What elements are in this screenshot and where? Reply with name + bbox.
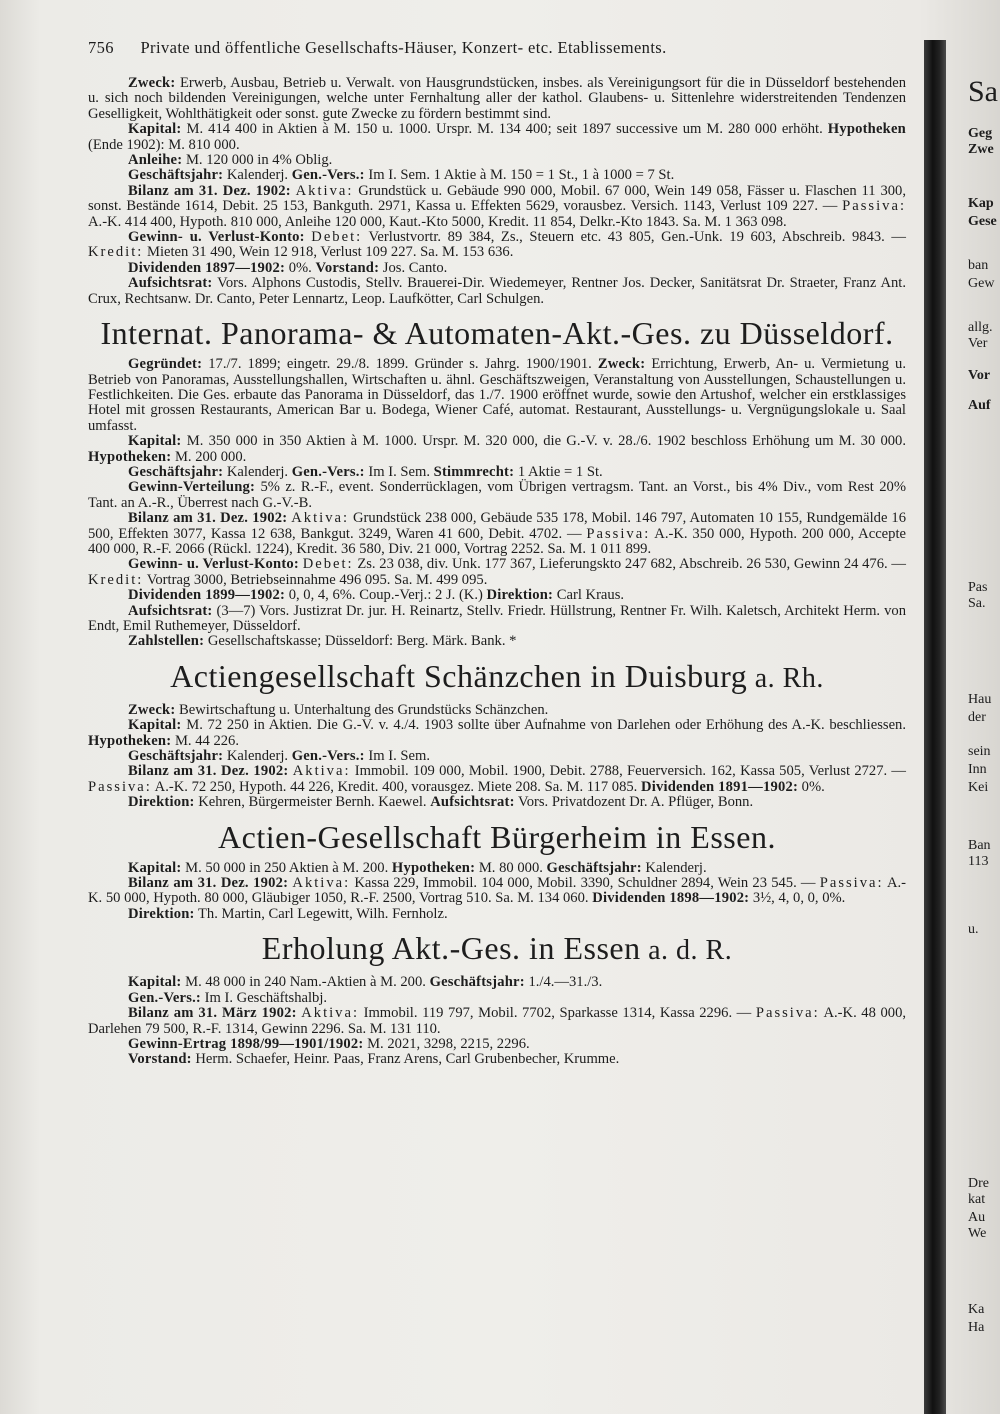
field-text: M. 50 000 in 250 Aktien à M. 200. [181, 859, 392, 876]
field-text: Im I. Sem. [364, 748, 430, 765]
field-text: Kalenderj. [223, 748, 292, 765]
field-text: Jos. Canto. [379, 259, 448, 276]
company-entry [88, 928, 906, 1067]
field-text: Immobil. 119 797, Mobil. 7702, Sparkasse 1314, Kassa 2296. — [359, 1005, 756, 1022]
entry-paragraph [88, 230, 906, 261]
field-text: A.-K. 48 000, Darlehen 79 500, R.-F. 1314, Gewinn 2296. Sa. M. 131 110. [88, 1005, 907, 1037]
field-text: 0, 0, 4, 6%. Coup.-Verj.: 2 J. (K.) [285, 587, 487, 604]
field-text: Herm. Schaefer, Heinr. Paas, Franz Arens, Carl Grubenbecher, Krumme. [191, 1051, 620, 1068]
adjacent-column-text: allg. [968, 320, 993, 335]
field-text: Im I. Sem. [364, 463, 434, 480]
field-label: Hypotheken: [88, 732, 172, 749]
company-title-suffix: a. Rh. [747, 662, 824, 694]
ledger-side-label: Aktiva: [295, 182, 354, 199]
field-label: Geschäftsjahr: [128, 167, 224, 184]
field-label: Bilanz am 31. Dez. 1902: [128, 510, 288, 527]
field-text: Th. Martin, Carl Legewitt, Wilh. Fernholz. [194, 905, 448, 922]
adjacent-column-text: Gese [968, 214, 997, 229]
field-label: Hypotheken: [391, 859, 476, 876]
adjacent-column-text: Ver [968, 336, 988, 351]
ledger-side-label: Kredit: [88, 244, 144, 261]
field-text: M. 44 226. [171, 732, 239, 749]
field-label: Aufsichtsrat: [430, 794, 515, 811]
field-label: Zahlstellen: [128, 633, 205, 650]
entry-paragraph [88, 588, 906, 603]
field-text: A.-K. 72 250, Hypoth. 44 226, Kredit. 400, vorausgez. Miete 208. Sa. M. 117 085. [151, 778, 641, 795]
ledger-side-label: Debet: [302, 556, 354, 573]
field-text: Im I. Sem. 1 Aktie à M. 150 = 1 St., 1 à 1000 = 7 St. [364, 167, 675, 184]
field-label: Kapital: [128, 121, 182, 138]
ledger-side-label: Aktiva: [301, 1005, 360, 1022]
field-label: Bilanz am 31. März 1902: [128, 1005, 297, 1022]
field-label: Direktion: [128, 905, 195, 922]
entry-paragraph [88, 122, 906, 153]
entry-paragraph [88, 861, 906, 876]
company-entry [88, 817, 906, 923]
field-text: Grundstück 238 000, Gebäude 535 178, Mobil. 146 797, Automaten 10 155, Rundgemälde 16 500, Effekten 3077, Kassa 12 638, Bankgut. 3249, Waren 41 600, Debit. 4702. — [88, 510, 906, 542]
entry-paragraph [88, 1037, 906, 1052]
adjacent-column-text: sein [968, 744, 991, 759]
field-label: Vorstand: [315, 259, 380, 276]
field-label: Kapital: [128, 717, 182, 734]
field-label: Gewinn-Verteilung: [128, 479, 256, 496]
field-label: Bilanz am 31. Dez. 1902: [128, 763, 289, 780]
field-text: Bewirtschaftung u. Unterhaltung des Grundstücks Schänzchen. [175, 701, 549, 718]
company-entry [88, 656, 906, 811]
field-label: Dividenden 1891—1902: [640, 778, 799, 795]
ledger-side-label: Passiva: [842, 198, 906, 215]
field-text: Verlustvortr. 89 384, Zs., Steuern etc. 43 805, Gen.-Unk. 19 603, Abschreib. 9843. — [362, 229, 906, 246]
field-label: Gen.-Vers.: [291, 167, 365, 184]
field-text: Vors. Alphons Custodis, Stellv. Brauerei-Dir. Wiedemeyer, Rentner Jos. Decker, Sanitätsrat Dr. Straeter, Franz Ant. Crux, Rechtsanw. Dr. Canto, Peter Lennartz, Leop. Laufkötter, Carl Schulgen. [88, 275, 906, 307]
field-text: 0%. [285, 259, 316, 276]
field-text: Vors. Privatdozent Dr. A. Pflüger, Bonn. [514, 794, 754, 811]
field-text: (3—7) Vors. Justizrat Dr. jur. H. Reinartz, Stellv. Friedr. Hüllstrung, Rentner Fr. Wilh. Kaletsch, Architekt Herm. von Endt, Emil Ruthemeyer, Düsseldorf. [88, 602, 906, 634]
field-text: M. 72 250 in Aktien. Die G.-V. v. 4./4. 1903 sollte über Aufnahme von Darlehen oder Erhöhung des A.-K. beschliessen. [181, 717, 906, 734]
company-entry [88, 313, 906, 650]
adjacent-column-text: u. [968, 922, 979, 937]
field-text: M. 2021, 3298, 2215, 2296. [363, 1035, 530, 1052]
entry-paragraph [88, 1052, 906, 1067]
adjacent-column-text: ban [968, 258, 989, 273]
field-label: Kapital: [128, 974, 182, 991]
entry-paragraph [88, 975, 906, 990]
company-title-text: Actien-Gesellschaft Bürgerheim in Essen. [218, 818, 776, 855]
adjacent-column-text: Sa [968, 76, 998, 108]
ledger-side-label: Kredit: [88, 571, 144, 588]
field-text: Vortrag 3000, Betriebseinnahme 496 095. Sa. M. 499 095. [143, 571, 488, 588]
company-entry [88, 76, 906, 307]
field-text: 0%. [798, 778, 825, 795]
company-title-text: Actiengesellschaft Schänzchen in Duisburg [170, 657, 748, 694]
adjacent-column-text: 113 [968, 854, 989, 869]
ledger-side-label: Passiva: [819, 875, 884, 892]
entry-paragraph [88, 168, 906, 183]
binding-gutter [924, 40, 946, 1414]
field-label: Gen.-Vers.: [291, 463, 365, 480]
ledger-side-label: Passiva: [586, 525, 651, 542]
entry-paragraph [88, 795, 906, 810]
ledger-side-label: Aktiva: [292, 875, 351, 892]
field-text: (Ende 1902): M. 810 000. [88, 136, 240, 153]
field-label: Geschäftsjahr: [128, 463, 224, 480]
main-column [88, 76, 906, 1068]
field-text: 1./4.—31./3. [524, 974, 603, 991]
field-label: Zweck: [597, 356, 646, 373]
adjacent-column-text: Hau [968, 692, 992, 707]
field-label: Gen.-Vers.: [128, 989, 201, 1006]
field-text: Errichtung, Erwerb, An- u. Vermietung u. Betrieb von Panoramas, Ausstellungshallen, Wirtschaften u. ähnl. Geschäftszweigen, Veranstaltung von Ausstellungen, Schaustellungen u. Festlichkeiten. Die Ges. erbaute das Panorama in Düsseldorf, das 1./7. 1900 eröffnet wurde, sowie den Artushof, welcher ein erstklassiges Hotel mit grossen Restaurants, American Bar u. Bodega, Wiener Café, automat. Restaurant, Ausstellungs- u. Vergnügungslokale u. Saal umfasst. [88, 356, 906, 434]
field-label: Gewinn- u. Verlust-Konto: [128, 556, 299, 573]
entry-paragraph [88, 511, 906, 557]
page-number: 756 [88, 38, 114, 57]
adjacent-column-text: Ka [968, 1302, 985, 1317]
field-label: Geschäftsjahr: [128, 748, 224, 765]
field-label: Vorstand: [128, 1051, 192, 1068]
entry-paragraph [88, 907, 906, 922]
adjacent-column-text: Vor [968, 368, 991, 383]
field-text: 3½, 4, 0, 0, 0%. [749, 890, 846, 907]
adjacent-column-text: We [968, 1226, 987, 1241]
adjacent-column-text: Kei [968, 780, 989, 795]
field-label: Kapital: [128, 433, 182, 450]
adjacent-column-text: Zwe [968, 142, 994, 157]
field-text: Kassa 229, Immobil. 104 000, Mobil. 3390, Schuldner 2894, Wein 23 545. — [350, 875, 820, 892]
field-label: Dividenden 1897—1902: [128, 259, 286, 276]
company-title-text: Erholung Akt.-Ges. in Essen [261, 930, 641, 967]
adjacent-column-text: Au [968, 1210, 986, 1225]
entry-paragraph [88, 261, 906, 276]
field-text: Kehren, Bürgermeister Bernh. Kaewel. [194, 794, 431, 811]
entry-paragraph [88, 749, 906, 764]
field-text: Erwerb, Ausbau, Betrieb u. Verwalt. von Hausgrundstücken, insbes. als Vereinigungsort für die in Düsseldorf bestehenden u. sich noch bildenden Vereinigungen, welche unter Fernhaltung aller der kathol. Glaubens- u. Sittenlehre widerstreitenden Tendenzen Geselligkeit, Wohlthätigkeit oder sonst. gute Zwecke zu fördern bestimmt sind. [88, 75, 906, 122]
field-text: M. 80 000. [475, 859, 547, 876]
field-text: Gesellschaftskasse; Düsseldorf: Berg. Märk. Bank. * [204, 633, 517, 650]
field-text: M. 120 000 in 4% Oblig. [182, 152, 333, 169]
entry-paragraph [88, 480, 906, 511]
field-text: Mieten 31 490, Wein 12 918, Verlust 109 227. Sa. M. 153 636. [143, 244, 514, 261]
entry-paragraph [88, 876, 906, 907]
company-title [88, 928, 906, 971]
field-label: Aufsichtsrat: [128, 275, 213, 292]
field-label: Anleihe: [128, 152, 183, 169]
field-text: Kalenderj. [223, 167, 292, 184]
field-label: Dividenden 1898—1902: [592, 890, 750, 907]
entry-paragraph [88, 991, 906, 1006]
field-text: M. 414 400 in Aktien à M. 150 u. 1000. Urspr. M. 134 400; seit 1897 successive um M. 280 000 erhöht. [181, 121, 828, 138]
field-text: 5% z. R.-F., event. Sonderrücklagen, vom Übrigen vertragsm. Tant. an Vorst., bis 4% Div., vom Rest 20% Tant. an A.-R., Überrest nach G.-V.-B. [88, 479, 906, 511]
adjacent-column-text: Geg [968, 126, 993, 141]
adjacent-column-text: Sa. [968, 596, 986, 611]
field-label: Geschäftsjahr: [546, 859, 642, 876]
field-text: M. 200 000. [171, 448, 247, 465]
field-text: A.-K. 414 400, Hypoth. 810 000, Anleihe 120 000, Kaut.-Kto 5000, Kredit. 11 854, Delkr.-Kto 1843. Sa. M. 1 363 098. [88, 213, 787, 230]
field-label: Hypotheken: [88, 448, 172, 465]
entry-paragraph [88, 634, 906, 649]
adjacent-column-text: Gew [968, 276, 995, 291]
adjacent-column-text: Kap [968, 196, 994, 211]
entry-paragraph [88, 153, 906, 168]
adjacent-column-text: Auf [968, 398, 991, 413]
field-text: Kalenderj. [641, 859, 707, 876]
field-label: Bilanz am 31. Dez. 1902: [128, 182, 291, 199]
company-title [88, 817, 906, 857]
entry-paragraph [88, 703, 906, 718]
entry-paragraph [88, 76, 906, 122]
company-title [88, 656, 906, 699]
field-text: Im I. Geschäftshalbj. [201, 989, 328, 1006]
field-text: 1 Aktie = 1 St. [514, 463, 603, 480]
ledger-side-label: Aktiva: [292, 763, 351, 780]
ledger-side-label: Debet: [311, 229, 363, 246]
field-label: Zweck: [128, 75, 176, 91]
adjacent-column-text: kat [968, 1192, 986, 1207]
field-label: Direktion: [486, 587, 554, 604]
ledger-side-label: Passiva: [755, 1005, 820, 1022]
field-label: Bilanz am 31. Dez. 1902: [128, 875, 289, 892]
field-text: M. 350 000 in 350 Aktien à M. 1000. Urspr. M. 320 000, die G.-V. v. 28./6. 1902 beschloss Erhöhung um M. 30 000. [181, 433, 906, 450]
entry-paragraph [88, 184, 906, 230]
adjacent-column-text: Inn [968, 762, 987, 777]
entry-paragraph [88, 718, 906, 749]
ledger-side-label: Passiva: [88, 778, 152, 795]
field-label: Geschäftsjahr: [429, 974, 525, 991]
running-title: Private und öffentliche Gesellschafts-Häuser, Konzert- etc. Etablissements. [140, 38, 667, 57]
company-title [88, 313, 906, 353]
field-label: Aufsichtsrat: [128, 602, 213, 619]
adjacent-column-text: Pas [968, 580, 988, 595]
entry-paragraph [88, 557, 906, 588]
field-label: Stimmrecht: [433, 463, 515, 480]
field-text: Kalenderj. [223, 463, 292, 480]
field-text: Immobil. 109 000, Mobil. 1900, Debit. 2788, Feuerversich. 162, Kassa 505, Verlust 2727. — [350, 763, 907, 780]
adjacent-column-text: Dre [968, 1176, 989, 1191]
page-header [88, 38, 933, 68]
entry-paragraph [88, 434, 906, 465]
entry-paragraph [88, 764, 906, 795]
entry-paragraph [88, 1006, 906, 1037]
field-label: Direktion: [128, 794, 195, 811]
field-label: Hypotheken [827, 121, 906, 138]
field-text: M. 48 000 in 240 Nam.-Aktien à M. 200. [181, 974, 430, 991]
adjacent-column-text: Ha [968, 1320, 985, 1335]
adjacent-column-text: der [968, 710, 986, 725]
company-title-text: Internat. Panorama- & Automaten-Akt.-Ges. zu Düsseldorf. [100, 315, 894, 352]
ledger-side-label: Aktiva: [291, 510, 350, 527]
field-label: Kapital: [128, 859, 182, 876]
entry-paragraph [88, 604, 906, 635]
field-text: A.-K. 50 000, Hypoth. 80 000, Gläubiger 1050, R.-F. 2500, Vortrag 510. Sa. M. 134 060. [88, 875, 906, 907]
field-text: Zs. 23 038, div. Unk. 177 367, Lieferungskto 247 682, Abschreib. 26 530, Gewinn 24 476. — [353, 556, 906, 573]
field-label: Gewinn-Ertrag 1898/99—1901/1902: [128, 1035, 364, 1052]
field-text: Carl Kraus. [553, 587, 625, 604]
field-text: 17./7. 1899; eingetr. 29./8. 1899. Gründer s. Jahrg. 1900/1901. [202, 356, 598, 373]
field-text: Grundstück u. Gebäude 990 000, Mobil. 67 000, Wein 149 058, Fässer u. Flaschen 11 300, sonst. Bestände 1614, Debit. 25 153, Bankguth. 2971, Kassa u. Effekten 5629, vorausbez. Versich. 1143, Verlust 109 227. — [88, 182, 906, 215]
entry-paragraph [88, 357, 906, 434]
adjacent-column-fragment [948, 76, 1000, 1414]
company-title-suffix: a. d. R. [640, 935, 733, 967]
field-text: A.-K. 350 000, Hypoth. 200 000, Accepte 400 000, R.-F. 2066 (Rückl. 1224), Kredit. 36 580, Div. 21 000, Vortrag 2252. Sa. M. 1 011 899. [88, 525, 906, 557]
field-label: Gegründet: [128, 356, 203, 373]
field-label: Dividenden 1899—1902: [128, 587, 286, 604]
entry-paragraph [88, 276, 906, 307]
adjacent-column-text: Ban [968, 838, 991, 853]
field-label: Gewinn- u. Verlust-Konto: [128, 229, 305, 246]
field-label: Gen.-Vers.: [291, 748, 365, 765]
field-label: Zweck: [128, 701, 176, 718]
